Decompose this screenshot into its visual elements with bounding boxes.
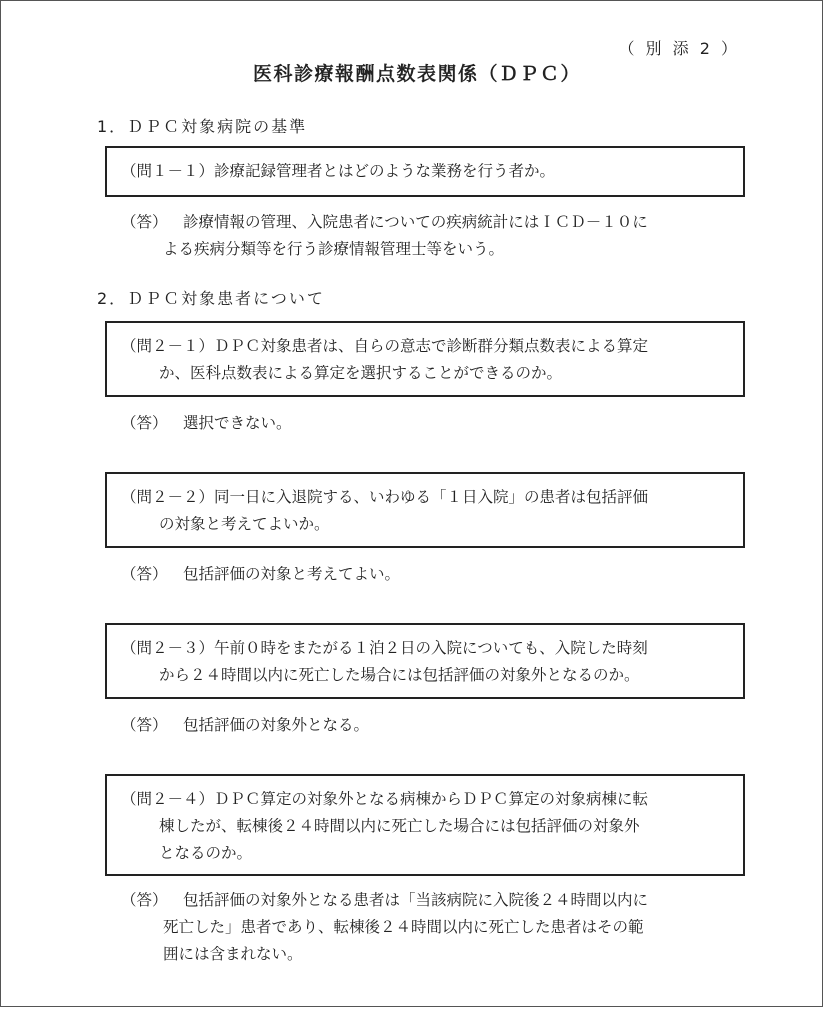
question-line: （問２－４）ＤＰＣ算定の対象外となる病棟からＤＰＣ算定の対象病棟に転	[121, 790, 649, 808]
answer-line: 包括評価の対象外となる患者は「当該病院に入院後２４時間以内に	[183, 891, 649, 909]
answer-line: 選択できない。	[183, 414, 292, 432]
answer-line: 囲には含まれない。	[163, 945, 303, 963]
answer-label: （答）	[121, 716, 168, 734]
answer-label: （答）	[121, 213, 168, 231]
attachment-label: （ 別 添 2 ）	[618, 39, 740, 58]
answer-label: （答）	[121, 891, 168, 909]
answer-2-2	[121, 561, 400, 588]
question-line: の対象と考えてよいか。	[159, 515, 330, 533]
question-box-2-4	[105, 774, 745, 876]
answer-2-3	[121, 712, 369, 739]
answer-label: （答）	[121, 565, 168, 583]
answer-2-4	[121, 887, 648, 968]
answer-line: 死亡した」患者であり、転棟後２４時間以内に死亡した患者はその範	[163, 918, 644, 936]
question-box-1-1	[105, 146, 745, 197]
section-heading-2: 2．ＤＰＣ対象患者について	[97, 289, 325, 308]
question-line: （問２－２）同一日に入退院する、いわゆる「１日入院」の患者は包括評価	[121, 488, 649, 506]
question-line: となるのか。	[159, 844, 253, 862]
question-line: から２４時間以内に死亡した場合には包括評価の対象外となるのか。	[159, 666, 640, 684]
answer-2-1	[121, 410, 292, 437]
question-line: 棟したが、転棟後２４時間以内に死亡した場合には包括評価の対象外	[159, 817, 640, 835]
question-line: （問２－１）ＤＰＣ対象患者は、自らの意志で診断群分類点数表による算定	[121, 337, 649, 355]
page-title: 医科診療報酬点数表関係（ＤＰＣ）	[252, 63, 581, 85]
question-box-2-1	[105, 321, 745, 397]
question-line: （問１－１）診療記録管理者とはどのような業務を行う者か。	[121, 162, 556, 180]
section-heading-1: 1．ＤＰＣ対象病院の基準	[97, 117, 308, 136]
question-box-2-3	[105, 623, 745, 699]
answer-line: よる疾病分類等を行う診療情報管理士等をいう。	[163, 240, 505, 258]
answer-line: 診療情報の管理、入院患者についての疾病統計にはＩＣＤ－１０に	[183, 213, 648, 231]
answer-1-1	[121, 209, 648, 263]
answer-label: （答）	[121, 414, 168, 432]
question-box-2-2	[105, 472, 745, 548]
question-line: （問２－３）午前０時をまたがる１泊２日の入院についても、入院した時刻	[121, 639, 648, 657]
answer-line: 包括評価の対象と考えてよい。	[183, 565, 401, 583]
question-line: か、医科点数表による算定を選択することができるのか。	[159, 364, 563, 382]
answer-line: 包括評価の対象外となる。	[183, 716, 370, 734]
